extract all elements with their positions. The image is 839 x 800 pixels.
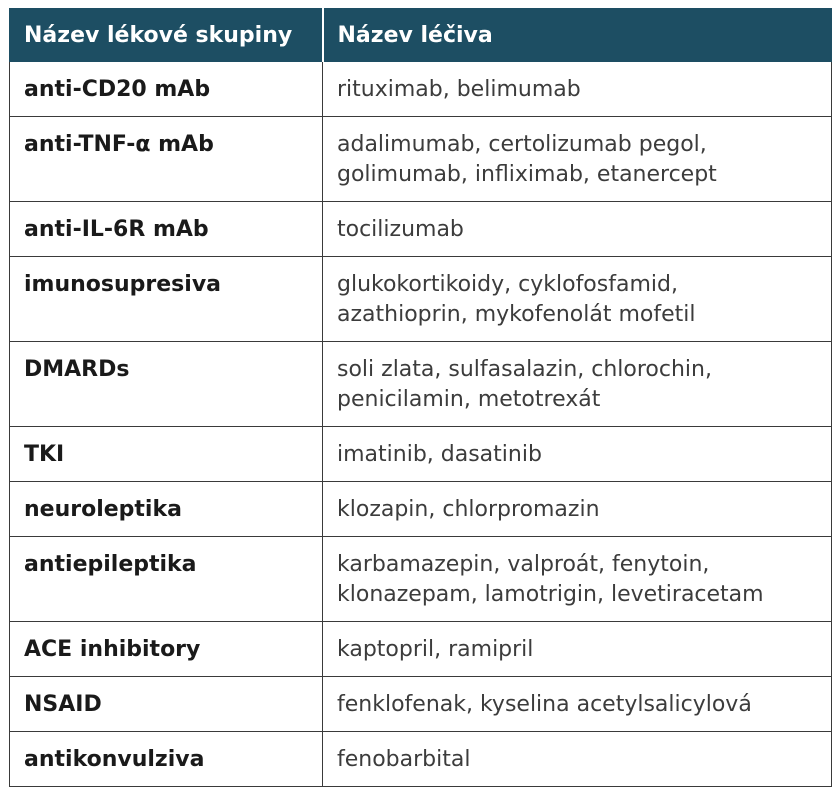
drug-names-cell [323, 257, 832, 342]
drug-names-line: glukokortikoidy, cyklofosfamid, [337, 272, 678, 297]
drug-names-line: adalimumab, certolizumab pegol, [337, 132, 707, 157]
table-header-row [10, 9, 832, 62]
drug-names-line: golimumab, infliximab, etanercept [337, 162, 717, 187]
drug-group-cell: DMARDs [10, 342, 323, 427]
table-row [10, 482, 832, 537]
column-header-group: Název lékové skupiny [10, 9, 323, 62]
drug-names-cell [323, 62, 832, 117]
drug-names-cell [323, 202, 832, 257]
drug-group-cell: imunosupresiva [10, 257, 323, 342]
drug-names-line: kaptopril, ramipril [337, 637, 534, 662]
drug-table-container [9, 8, 831, 787]
column-header-drug: Název léčiva [323, 9, 832, 62]
table-row [10, 537, 832, 622]
drug-names-cell [323, 732, 832, 787]
drug-names-cell [323, 482, 832, 537]
drug-names-line: klozapin, chlorpromazin [337, 497, 600, 522]
drug-group-cell: neuroleptika [10, 482, 323, 537]
drug-names-cell [323, 537, 832, 622]
drug-group-cell: anti-TNF-α mAb [10, 117, 323, 202]
drug-names-line: klonazepam, lamotrigin, levetiracetam [337, 582, 764, 607]
drug-group-cell: antiepileptika [10, 537, 323, 622]
drug-names-line: imatinib, dasatinib [337, 442, 542, 467]
table-row [10, 677, 832, 732]
drug-names-line: rituximab, belimumab [337, 77, 581, 102]
drug-names-cell [323, 622, 832, 677]
drug-names-line: karbamazepin, valproát, fenytoin, [337, 552, 710, 577]
drug-group-cell: antikonvulziva [10, 732, 323, 787]
drug-names-cell [323, 427, 832, 482]
drug-group-cell: ACE inhibitory [10, 622, 323, 677]
drug-names-line: fenklofenak, kyselina acetylsalicylová [337, 692, 752, 717]
table-row [10, 62, 832, 117]
table-row [10, 622, 832, 677]
table-row [10, 257, 832, 342]
drug-table [9, 8, 832, 787]
drug-names-line: azathioprin, mykofenolát mofetil [337, 302, 696, 327]
drug-names-line: fenobarbital [337, 747, 471, 772]
drug-group-cell: NSAID [10, 677, 323, 732]
drug-group-cell: anti-CD20 mAb [10, 62, 323, 117]
drug-names-cell [323, 117, 832, 202]
drug-names-line: tocilizumab [337, 217, 464, 242]
drug-group-cell: anti-IL-6R mAb [10, 202, 323, 257]
table-row [10, 117, 832, 202]
drug-names-cell [323, 677, 832, 732]
drug-names-cell [323, 342, 832, 427]
table-row [10, 342, 832, 427]
drug-group-cell: TKI [10, 427, 323, 482]
drug-names-line: penicilamin, metotrexát [337, 387, 601, 412]
drug-names-line: soli zlata, sulfasalazin, chlorochin, [337, 357, 712, 382]
table-row [10, 202, 832, 257]
table-row [10, 732, 832, 787]
table-row [10, 427, 832, 482]
